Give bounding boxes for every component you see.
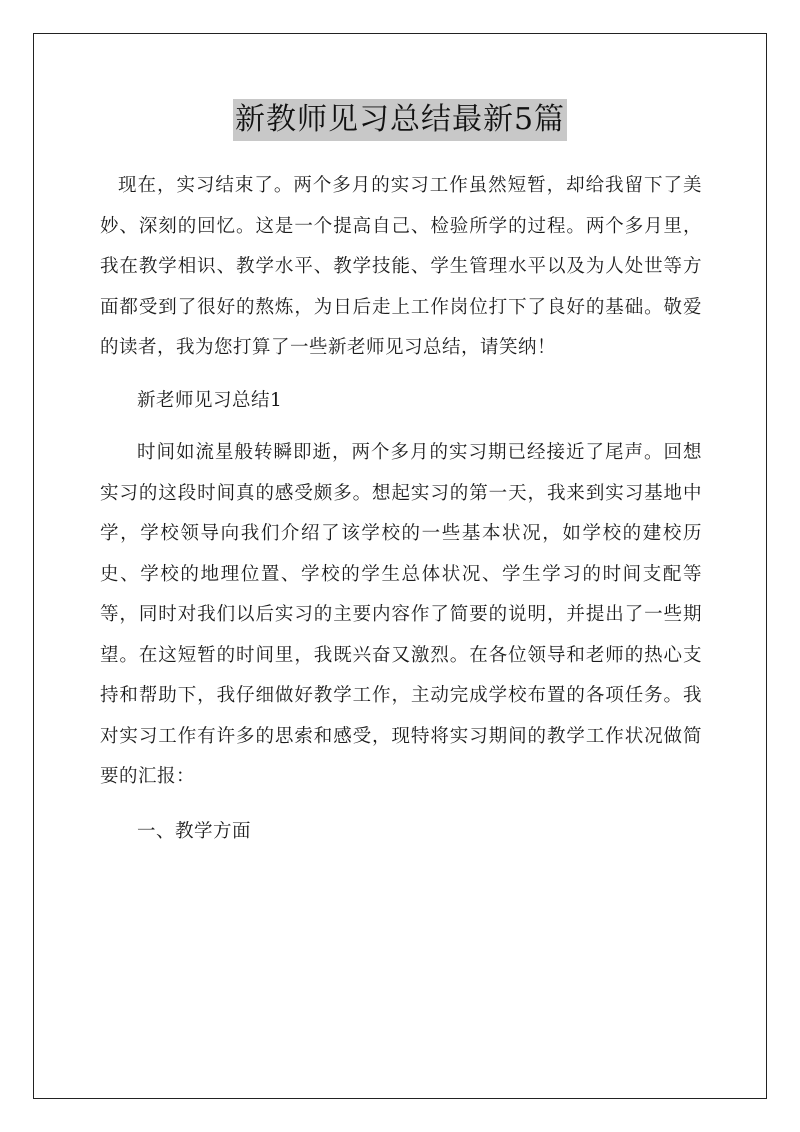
document-body bbox=[100, 166, 702, 852]
document-title: 新教师见习总结最新5篇 bbox=[233, 99, 567, 141]
body-paragraph: 时间如流星般转瞬即逝，两个多月的实习期已经接近了尾声。回想实习的这段时间真的感受颇多。想起实习的第一天，我来到实习基地中学，学校领导向我们介绍了该学校的一些基本状况，如学校的建校历史、学校的地理位置、学校的学生总体状况、学生学习的时间支配等等，同时对我们以后实习的主要内容作了简要的说明，并提出了一些期望。在这短暂的时间里，我既兴奋又激烈。在各位领导和老师的热心支持和帮助下，我仔细做好教学工作，主动完成学校布置的各项任务。我对实习工作有许多的思索和感受，现特将实习期间的教学工作状况做简要的汇报： bbox=[100, 442, 702, 787]
intro-paragraph: 现在，实习结束了。两个多月的实习工作虽然短暂，却给我留下了美妙、深刻的回忆。这是一个提高自己、检验所学的过程。两个多月里，我在教学相识、教学水平、教学技能、学生管理水平以及为人处世等方面都受到了很好的熬炼，为日后走上工作岗位打下了良好的基础。敬爱的读者，我为您打算了一些新老师见习总结，请笑纳！ bbox=[100, 175, 702, 358]
sub-heading: 一、教学方面 bbox=[137, 820, 252, 842]
title-container bbox=[0, 99, 800, 141]
section-heading: 新老师见习总结1 bbox=[137, 389, 283, 411]
